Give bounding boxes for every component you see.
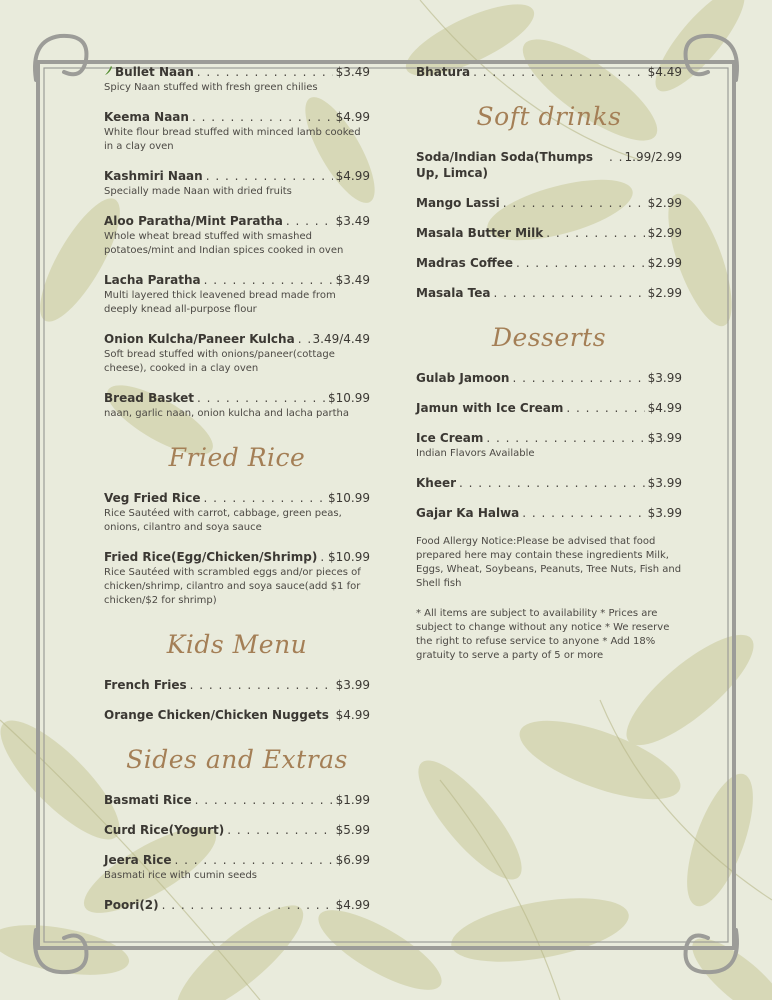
item-price: $6.99 bbox=[335, 853, 370, 867]
menu-item-kheer bbox=[416, 475, 682, 491]
item-name: Onion Kulcha/Paneer Kulcha bbox=[104, 332, 295, 346]
item-name: Madras Coffee bbox=[416, 256, 514, 270]
menu-item-kashmiri-naan bbox=[104, 168, 370, 199]
menu-item-bhatura bbox=[416, 64, 682, 80]
menu-item-jeera-rice bbox=[104, 852, 370, 883]
item-price: $3.49 bbox=[335, 65, 370, 79]
item-name: Jeera Rice bbox=[104, 853, 172, 867]
item-price: $2.99 bbox=[647, 286, 682, 300]
section-title-fried-rice: Fried Rice bbox=[168, 443, 306, 472]
item-name: Mango Lassi bbox=[416, 196, 500, 210]
item-name: Curd Rice(Yogurt) bbox=[104, 823, 225, 837]
item-description: Rice Sautéed with carrot, cabbage, green peas, onions, cilantro and soya sauce bbox=[104, 508, 342, 533]
menu-item-soda bbox=[416, 149, 682, 181]
item-price: $10.99 bbox=[328, 491, 370, 505]
menu-item-bread-basket bbox=[104, 390, 370, 421]
menu-item-poori bbox=[104, 897, 370, 913]
item-description: Whole wheat bread stuffed with smashed potatoes/mint and Indian spices cooked in oven bbox=[104, 231, 344, 256]
item-price: $2.99 bbox=[647, 196, 682, 210]
menu-item-gulab-jamoon bbox=[416, 370, 682, 386]
item-name: Veg Fried Rice bbox=[104, 491, 201, 505]
menu-item-orange-chicken bbox=[104, 707, 370, 723]
item-description: Rice Sautéed with scrambled eggs and/or pieces of chicken/shrimp, cilantro and soya sauce(add $1 for chicken/$2 for shrimp) bbox=[104, 567, 361, 606]
item-name: Kheer bbox=[416, 476, 457, 490]
menu-item-mango-lassi bbox=[416, 195, 682, 211]
item-price: $2.99 bbox=[647, 226, 682, 240]
item-description: naan, garlic naan, onion kulcha and lacha partha bbox=[104, 408, 350, 419]
right-column bbox=[416, 64, 682, 663]
item-price: $4.99 bbox=[335, 110, 370, 124]
item-name: Soda/Indian Soda(Thumps Up, Limca) bbox=[416, 150, 594, 180]
item-price: $4.49 bbox=[647, 65, 682, 79]
item-price: $3.99 bbox=[647, 476, 682, 490]
item-price: $10.99 bbox=[328, 550, 370, 564]
menu-item-madras-coffee bbox=[416, 255, 682, 271]
menu-item-french-fries bbox=[104, 677, 370, 693]
item-name: Ice Cream bbox=[416, 431, 484, 445]
item-name: Bullet Naan bbox=[115, 65, 194, 79]
menu-item-fried-rice-egg bbox=[104, 549, 370, 608]
menu-item-kulcha bbox=[104, 331, 370, 376]
item-description: Soft bread stuffed with onions/paneer(cottage cheese), cooked in a clay oven bbox=[104, 349, 335, 374]
menu-item-lacha-paratha bbox=[104, 272, 370, 317]
item-price: 1.99/2.99 bbox=[624, 150, 682, 164]
item-price: $3.49 bbox=[335, 214, 370, 228]
item-price: $5.99 bbox=[335, 823, 370, 837]
menu-item-aloo-paratha bbox=[104, 213, 370, 258]
menu-item-gajar-halwa bbox=[416, 505, 682, 521]
item-price: $4.99 bbox=[335, 708, 370, 722]
item-price: $3.99 bbox=[647, 431, 682, 445]
menu-item-ice-cream bbox=[416, 430, 682, 461]
item-name: French Fries bbox=[104, 678, 187, 692]
item-price: $4.99 bbox=[335, 898, 370, 912]
policy-notice: * All items are subject to availability * Prices are subject to change without any notice * We reserve the right to refuse service to anyone * Add 18% gratuity to serve a party of 5 or more bbox=[416, 608, 670, 661]
menu-item-masala-butter-milk bbox=[416, 225, 682, 241]
item-name: Bhatura bbox=[416, 65, 471, 79]
item-price: $2.99 bbox=[647, 256, 682, 270]
item-name: Basmati Rice bbox=[104, 793, 192, 807]
item-price: $4.99 bbox=[335, 169, 370, 183]
item-name: Masala Butter Milk bbox=[416, 226, 544, 240]
menu-item-veg-fried-rice bbox=[104, 490, 370, 535]
item-description: Multi layered thick leavened bread made from deeply knead all-purpose flour bbox=[104, 290, 336, 315]
item-name: Masala Tea bbox=[416, 286, 491, 300]
item-description: Spicy Naan stuffed with fresh green chilies bbox=[104, 82, 318, 93]
item-price: $3.99 bbox=[647, 506, 682, 520]
menu-item-curd-rice bbox=[104, 822, 370, 838]
item-name: Lacha Paratha bbox=[104, 273, 201, 287]
item-price: $3.99 bbox=[335, 678, 370, 692]
item-description: Basmati rice with cumin seeds bbox=[104, 870, 258, 881]
item-price: $3.49 bbox=[335, 273, 370, 287]
menu-item-basmati-rice bbox=[104, 792, 370, 808]
menu-item-keema-naan bbox=[104, 109, 370, 154]
item-name: Jamun with Ice Cream bbox=[416, 401, 564, 415]
left-column bbox=[104, 64, 370, 927]
item-price: $3.99 bbox=[647, 371, 682, 385]
menu-item-masala-tea bbox=[416, 285, 682, 301]
item-name: Poori(2) bbox=[104, 898, 159, 912]
item-description: Specially made Naan with dried fruits bbox=[104, 186, 292, 197]
section-title-soft-drinks: Soft drinks bbox=[476, 102, 622, 131]
chili-pepper-icon bbox=[104, 64, 113, 80]
item-price: $4.99 bbox=[647, 401, 682, 415]
allergy-notice: Food Allergy Notice:Please be advised that food prepared here may contain these ingredients Milk, Eggs, Wheat, Soybeans, Peanuts, Tree Nuts, Fish and Shell fish bbox=[416, 536, 682, 589]
item-name: Aloo Paratha/Mint Paratha bbox=[104, 214, 283, 228]
menu-item-jamun-ice-cream bbox=[416, 400, 682, 416]
item-name: Kashmiri Naan bbox=[104, 169, 203, 183]
item-price: 3.49/4.49 bbox=[312, 332, 370, 346]
section-title-sides: Sides and Extras bbox=[126, 745, 348, 774]
section-title-desserts: Desserts bbox=[491, 323, 607, 352]
section-title-kids-menu: Kids Menu bbox=[166, 630, 308, 659]
item-name: Fried Rice(Egg/Chicken/Shrimp) bbox=[104, 550, 318, 564]
item-name: Gulab Jamoon bbox=[416, 371, 510, 385]
menu-item-bullet-naan bbox=[104, 64, 370, 95]
item-description: Indian Flavors Available bbox=[416, 448, 535, 459]
item-price: $10.99 bbox=[328, 391, 370, 405]
item-name: Keema Naan bbox=[104, 110, 189, 124]
item-name: Gajar Ka Halwa bbox=[416, 506, 520, 520]
item-name: Orange Chicken/Chicken Nuggets bbox=[104, 708, 329, 722]
item-price: $1.99 bbox=[335, 793, 370, 807]
item-description: White flour bread stuffed with minced lamb cooked in a clay oven bbox=[104, 127, 361, 152]
item-name: Bread Basket bbox=[104, 391, 194, 405]
